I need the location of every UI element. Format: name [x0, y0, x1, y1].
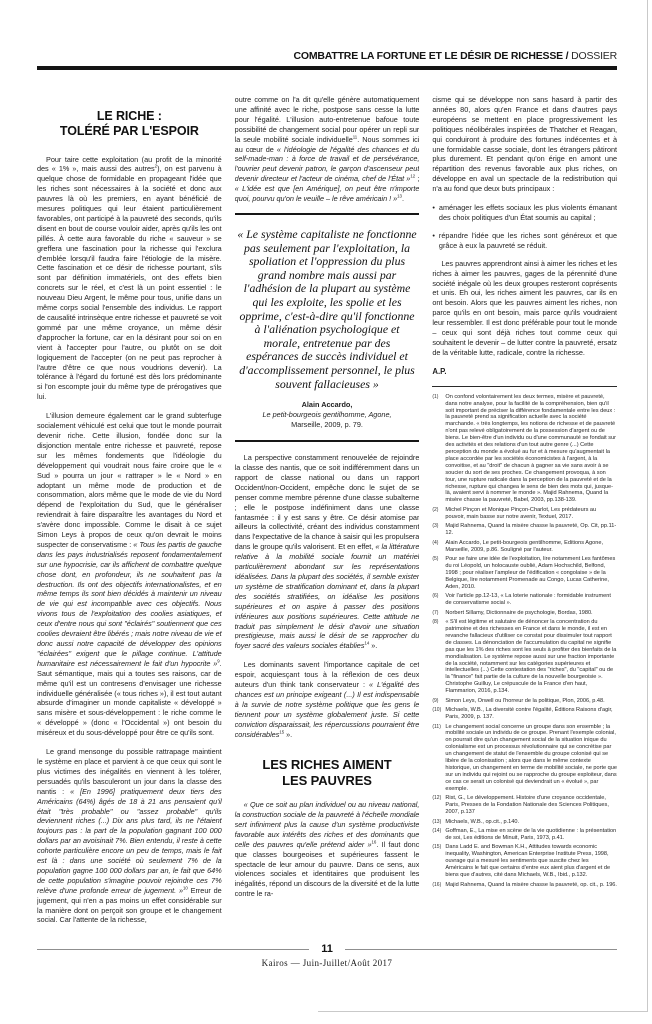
footnote-text: Michaels, W.B., op.cit., p.140. [445, 818, 520, 825]
section-heading-line1: LES RICHES AIMENT [262, 757, 392, 773]
article-body [37, 95, 617, 940]
footnote-number: (8) [432, 619, 439, 626]
footnote-number: (16) [432, 881, 442, 888]
column-left [37, 95, 222, 940]
paragraph: outre comme on l'a dit qu'elle génère automatiquement une affinité avec le riche, postpose sans cesse la lutte pour l'égalité. L'illusion auto-entretenue bafoue toute possibilité de changement social pour opérer un repli sur la seule mobilité sociale individuelle$^{11}$. Nous sommes ici au cœur de « l'idéologie de l'égalité des chances et du self-made-man : à force de travail et de persévérance, l'ouvrier peut devenir patron, le garçon d'ascenseur peut devenir directeur et l'acteur de cinéma, chef de l'État »$^{12}$ ; « L'idée est que [en Amérique], on peut être n'importe quoi, pourvu qu'on le veuille – le rêve américain ! »$^{13}$. [234, 95, 420, 204]
footnote [432, 507, 617, 521]
header-rule [37, 66, 617, 70]
footnote-number: (7) [432, 609, 439, 616]
page-number-row [37, 943, 617, 955]
footnote-text: Majid Rahnema, Quand la misère chasse la pauvreté, Op. Cit, pp.11-12. [445, 523, 617, 537]
paragraph: Le grand mensonge du possible rattrapage maintient le système en place et parvient à ce que ceux qui sont le plus victimes des inégalités en viennent à les tolérer, persuadés qu'ils basculeront un jour dans la classe des nantis : « [En 1996] pratiquement deux tiers des Américains (64%) âgés de 18 à 21 ans pensaient qu'il était "très probable" ou "assez probable" qu'ils deviennent riches (...) Dix ans plus tard, ils ne l'étaient toujours pas : la part de la population gagnant 100 000 dollars par an avoisinait 7%. Bien entendu, il reste à cette cohorte particulière encore un peu de temps, mais le fait est là : dans une société où seulement 7% de la population gagne 100 000 dollars par an, le fait que 64% de cette population s'imagine pouvoir rejoindre ces 7% relève d'une profonde erreur de jugement. »$^{10}$ Erreur de jugement, qui n'en a pas moins un effet considérable sur la manière dont on perçoit son groupe et le changement social. Car l'attente de la richesse, [37, 747, 222, 925]
footnote-text: Voir l'article pp.12-13, « La loterie nationale : formidable instrument de conservatisme social ». [445, 593, 611, 607]
footnote [432, 619, 617, 695]
footnote [432, 795, 617, 816]
column-middle [235, 95, 420, 940]
paragraph: La perspective constamment renouvelée de rejoindre la classe des nantis, que ce soit indifféremment dans un rapport de classe national ou dans un rapport Occident/non-Occident, empêche donc le sujet de se penser comme membre pérenne d'une classe subalterne ; elle le postpose indéfiniment dans une classe fantasmée : il y est sans y être. Ce désir atomise par ailleurs la collectivité, créant des individus constamment dans l'expectative de la chance à saisir qui les propulsera dans le groupe qu'ils valorisent. Et en effet, « la littérature relative à la mobilité sociale fournit un matériel particulièrement abondant sur les représentations idéalisées. Dans la plupart des sociétés, il semble exister un système de stratification dominant et, dans la plupart des sociétés stratifiées, on idéalise les positions supérieures et on aspire à passer des positions inférieures aux positions supérieures. Cette attitude ne traduit pas simplement le désir d'avoir une situation prestigieuse, mais aussi le désir de se rapprocher du foyer sacré des valeurs sociales établies$^{14}$ ». [234, 453, 420, 651]
pull-quote-block [235, 213, 420, 442]
scan-edge [318, 1011, 648, 1012]
attribution-author: Alain Accardo, [301, 400, 353, 410]
paragraph: Les pauvres apprendront ainsi à aimer les riches et les riches à aimer les pauvres, gages de la pérennité d'une société inégale où les deux groupes resteront coprésents et unis. Eh oui, les riches aiment les pauvres, car ils en ont besoin. Alors que les pauvres aiment les riches, non parce qu'ils en ont besoin, mais parce qu'ils voudraient leur ressembler. Il est donc préférable pour tout le monde – ceux qui sont déjà riches tout comme ceux qui souhaitent le devenir – de lutter contre la pauvreté, ersatz de la véritable lutte, radicale, contre la richesse. [432, 258, 618, 357]
footnote [432, 707, 617, 721]
journal-name: Kairos — Juin-Juillet/Août 2017 [261, 958, 393, 968]
footnote-number: (11) [432, 723, 441, 730]
quote-attribution [237, 400, 418, 430]
footnote-text: Pour se faire une idée de l'exploitation, lire notamment Les fantômes du roi Léopold, un holocauste oublié, Adam Hochschild, Belfond, 1998 ; pour réaliser l'ampleur de l'édification « congolaise » de la Belgique, lire notamment Promenade au Congo, Lucas Catherine, Aden, 2010. [445, 556, 616, 590]
footnote-text: Simon Leys, Orwell ou l'horreur de la politique, Plon, 2006, p.48. [445, 697, 605, 704]
footnote-number: (14) [432, 828, 442, 835]
footnote-text: Rist, G., Le développement. Histoire d'une croyance occidentale, Paris, Presses de la Fondation Nationale des Sciences Politiques, 2007, p.137 [445, 795, 609, 816]
footnote-text: On confond volontairement les deux termes, misère et pauvreté, dans notre analyse, pour la facilité de la compréhension, bien qu'il soit important de préciser la différence fondamentale entre les deux : la pauvreté prend sa signification actuelle avec la société marchande. « très longtemps, les notions de richesse et de pauvreté n'ont pas relevé obligatoirement de la possession d'argent ou de biens. Le bien-être d'un individu ou d'une communauté se fondait sur des activités et des relations d'un tout autre genre (...) Cette perception du monde a évolué au fur et à mesure qu'augmentait la place accordée par les sociétés économicistes à l'argent, à la convoitise, et au "droit" de chacun à gagner sa vie sans avoir à se soucier du sort de ses proches. Ce changement provoqua, à son tour, une rupture radicale dans la perception de la pauvreté et de la richesse, rupture qui changea le sens de bien des mots qui, jusque-là, avaient servi à nommer le monde ». Majid Rahnema, Quand la misère chasse la pauvreté, Babel, 2003, pp.138-139. [445, 393, 617, 504]
footnote [432, 556, 617, 591]
footnote-text: « S'il est légitime et salutaire de dénoncer la concentration du patrimoine et des richesses en France et dans le monde, il est en revanche fallacieux d'utiliser ce constat pour dissimuler tout rapport de classes. La dénonciation de l'accumulation du capital ne signifie pas que les 1% des riches sont les seuls à profiter des bienfaits de la mondialisation. Le système repose aussi sur une fraction importante de la société, notamment sur les catégories supérieures et intellectuelles (...) Cette contestation des "riches", du "capital" ou de la "finance" fait partie de la culture de la nouvelle bourgeoisie ». Christophe Guilluy, Le crépuscule de la France d'en haut, Flammarion, 2016, p.134. [445, 619, 617, 695]
footnote-text: Michel Pinçon et Monique Pinçon-Charlot, Les prédateurs au pouvoir, main basse sur notre avenir, Textuel, 2017. [445, 506, 597, 520]
paragraph: Les dominants savent l'importance capitale de cet espoir, acquiesçant tous à la réflexion de ces deux auteurs d'un think tank conservateur : « L'égalité des chances est un principe exigeant (...) Il est indispensable à la survie de notre système politique que les gens le tiennent pour un système globalement juste. Si cette conviction disparaissait, les répercussions pourraient être considérables$^{15}$ ». [234, 660, 420, 739]
footnote-number: (1) [432, 393, 439, 400]
paragraph: Pour taire cette exploitation (au profit de la minorité des « 1% », mais aussi des autres$^2$), on est parvenu à quelque chose de formidable en propageant l'idée que les riches sont nécessaires à la société et donc aux pauvres là où les premiers, en ayant bénéficié de mesures politiques qui leur étaient particulièrement favorables, ont participé à la pauvreté des seconds, qu'ils disent en bout de course vouloir aider, après qu'ils les ont pillés. À cette aura favorable du riche « sauveur » se greffera une fascination pour la richesse qui l'exclura d'emblée lorsqu'il faudra faire l'étiologie de la misère. Cette fascination et ce désir de richesse pourtant, s'ils sont par définition immatériels, ont des effets bien concrets sur le réel, et c'est là un point essentiel : le nouveau Dieu Argent, le même pour tous, unifie dans un même corps social l'ensemble des individus. Le rapport de causalité intrinsèque entre richesse et pauvreté se voit gommé par une même croyance, un même désir d'approcher la fortune, car en la désirant pour soi on en vient à l'accepter pour l'autre, ou plutôt on se doit logiquement de l'accepter (on ne peut pas reprocher à l'autre d'être ce que nous voudrions devenir). La tolérance à l'égard du fortuné est dès lors prédominante si l'on escompte jouir du même type de prérogatives que lui. [37, 154, 222, 402]
list-item [432, 203, 617, 223]
article-title-line2: TOLÉRÉ PAR L'ESPOIR [59, 123, 199, 138]
paragraph: cisme qui se développe non sans hasard à partir des années 80, alors qu'en France et dans d'autres pays européens se mettent en place progressivement les politiques néolibérales inspirées de Thatcher et Reagan, qui conduiront à produire des fortunes indécentes et à une formidable casse sociale, dont les étrangers pâtiront plus durement. Et pendant qu'on érige en amont une répartition des revenus favorable aux plus riches, on développe en aval un spectacle de la redistribution qui n'a au fond que deux buts principaux : [432, 95, 618, 194]
footnote-text: Majid Rahnema, Quand la misère chasse la pauvreté, op. cit., p. 196. [445, 881, 617, 888]
footnote-number: (6) [432, 593, 439, 600]
dossier-title-main: COMBATTRE LA FORTUNE ET LE DÉSIR DE RICHESSE / [293, 50, 569, 62]
page-header [37, 50, 617, 70]
footnotes-rule [432, 386, 617, 387]
footnote [432, 698, 617, 705]
attribution-work: Le petit-bourgeois gentilhomme, Agone, [262, 410, 392, 420]
footnote-number: (5) [432, 556, 439, 563]
footnote [432, 523, 617, 537]
footnote-text: Michaels, W.B., La diversité contre l'égalité, Éditions Raisons d'agir, Paris, 2009, p. 137. [445, 707, 613, 721]
section-heading [235, 757, 420, 788]
page-footer [37, 943, 617, 968]
footnote [432, 540, 617, 554]
attribution-detail: Marseille, 2009, p. 79. [291, 420, 363, 430]
list-item-text: aménager les effets sociaux les plus violents émanant des choix politiques d'un État soumis au capital ; [438, 203, 618, 222]
footnote [432, 724, 617, 793]
footnote-text: Dans Ladd E. and Bowman K.H., Attitudes towards economic inequality, Washington, American Enterprise Institute Press, 1998, ouvrage qui a mesuré les sentiments que suscite chez les Américains le fait que certains d'entre eux aient plus d'argent et de biens que d'autres, cité dans Michaels, W.B., Ibid., p.132. [445, 844, 611, 879]
dossier-title [37, 50, 617, 62]
footnote [432, 882, 617, 889]
footnote-text: Goffman, E., La mise en scène de la vie quotidienne : la présentation de soi, Les éditions de Minuit, Paris, 1973, p.41. [445, 828, 617, 841]
footnote [432, 593, 617, 607]
list-item [432, 231, 617, 251]
footnotes-list [432, 394, 617, 889]
author-initials: A.P. [432, 366, 447, 376]
footnote-text: Le changement social concerne un groupe dans son ensemble ; la mobilité sociale un individu de ce groupe. Prenant l'exemple colonial, on pourrait dire qu'un changement social de la situation inique du colonialisme est un processus révolutionnaire qui se concrétise par un changement de statut de l'ensemble du groupe colonisé qui se libère de la colonisation ; alors que dans le même contexte historique, un changement en terme de mobilité sociale, ne porte que sur un individu qui rejoint ou se rapproche du groupe exploiteur, dans ce cas ce serait un colonisé qui deviendrait un « évolué », par exemple. [445, 723, 617, 792]
article-title [37, 109, 222, 139]
list-item-text: répandre l'idée que les riches sont généreux et que grâce à eux la pauvreté se réduit. [438, 230, 618, 250]
paragraph: L'illusion demeure également car le grand subterfuge socialement véhiculé est celui que tout le monde pourrait devenir riche. Cette illusion, fondée donc sur la disjonction mentale entre richesse et pauvreté, repose sur les mêmes fondements que l'idéologie du développement qui voudrait nous faire croire que le « Sud » pourra un jour « rattraper » le « Nord » en adoptant un même mode de production et de consommation, alors même que le mode de vie du Nord dépend de l'exploitation du Sud, que le généraliser reviendrait à faire disparaître les avantages du Nord et s'avère donc impossible. Comme le disait à ce sujet Simon Leys à propos de ceux qu'on devrait le moins suspecter de conservatisme : « Tous les partis de gauche dans les pays industrialisés reposent fondamentalement sur une hypocrisie, car ils affichent de combattre quelque chose dont, en profondeur, ils ne souhaitent pas la destruction. Ils ont des objectifs internationalistes, et en même temps ils sont bien décidés à maintenir un niveau de vie qui est incompatible avec ces objectifs. Nous vivons tous de l'exploitation des coolies asiatiques, et ceux d'entre nous qui sont "éclairés" soutiennent que ces coolies devraient être libérés ; mais notre niveau de vie et donc aussi notre capacité de développer des opinions "éclairées" exigent que le pillage continue. L'attitude humanitaire est nécessairement le fait d'un hypocrite »$^9$. Saut sémantique, mais qui a toutes ses raisons, car de même qu'il est un contresens d'envisager une richesse individuelle généralisée (« tous riches »), il est tout autant absurde d'imaginer un monde capitaliste « développé » sans misère et sous-développement : le riche comme le « développé » (donc « l'Occidental ») ont besoin du miséreux et du sous-développé pour être ce qu'ils sont. [37, 411, 222, 738]
bullet-icon: • [432, 230, 435, 240]
page-number: 11 [321, 943, 333, 955]
footer-rule-right [345, 949, 617, 950]
footnote-number: (15) [432, 844, 442, 851]
article-title-line1: LE RICHE : [96, 109, 162, 123]
footnote-text: Alain Accardo, Le petit-bourgeois gentilhomme, Editions Agone, Marseille, 2009, p.86. Souligné par l'auteur. [445, 539, 603, 553]
footnote-number: (4) [432, 539, 439, 546]
footnote [432, 828, 617, 842]
footer-rule-left [37, 949, 309, 950]
footnote-text: Norbert Sillamy, Dictionnaire de psychologie, Bordas, 1980. [445, 609, 593, 616]
footnote-number: (12) [432, 795, 442, 802]
footnote [432, 819, 617, 826]
footnote-number: (10) [432, 707, 442, 714]
footnote-number: (2) [432, 506, 439, 513]
bullet-icon: • [432, 203, 435, 213]
footnote [432, 610, 617, 617]
footnote-number: (13) [432, 818, 442, 825]
column-right [432, 95, 617, 940]
pull-quote: « Le système capitaliste ne fonctionne pas seulement par l'exploitation, la spoliation et l'oppression du plus grand nombre mais aussi par l'adhésion de la plupart au système qui les exploite, les spolie et les opprime, c'est-à-dire qu'il fonctionne à l'aliénation psychologique et morale, entretenue par des espérances de succès individuel et d'accomplissement personnel, le plus souvent fallacieuses » [237, 226, 417, 391]
scan-edge [647, 0, 648, 1012]
footnote [432, 844, 617, 879]
paragraph: « Que ce soit au plan individuel ou au niveau national, la construction sociale de la pauvreté à l'échelle mondiale sert infiniment plus la cause d'un système productiviste favorable aux intérêts des riches et des dominants que celle des pauvres qu'elle prétend aider »$^{16}$. Il faut donc que classes bourgeoises et supérieures fassent le spectacle de leur amour du pauvre. Dans ce sens, aux violences sociales et identitaires que produisent les inégalités, répond un discours de la diversité et de la lutte contre le ra- [234, 800, 420, 899]
dossier-section-label: DOSSIER [571, 50, 617, 62]
section-heading-line2: LES PAUVRES [282, 772, 372, 788]
footnote-number: (9) [432, 697, 439, 704]
footnote-number: (3) [432, 523, 439, 530]
footnote [432, 394, 617, 505]
